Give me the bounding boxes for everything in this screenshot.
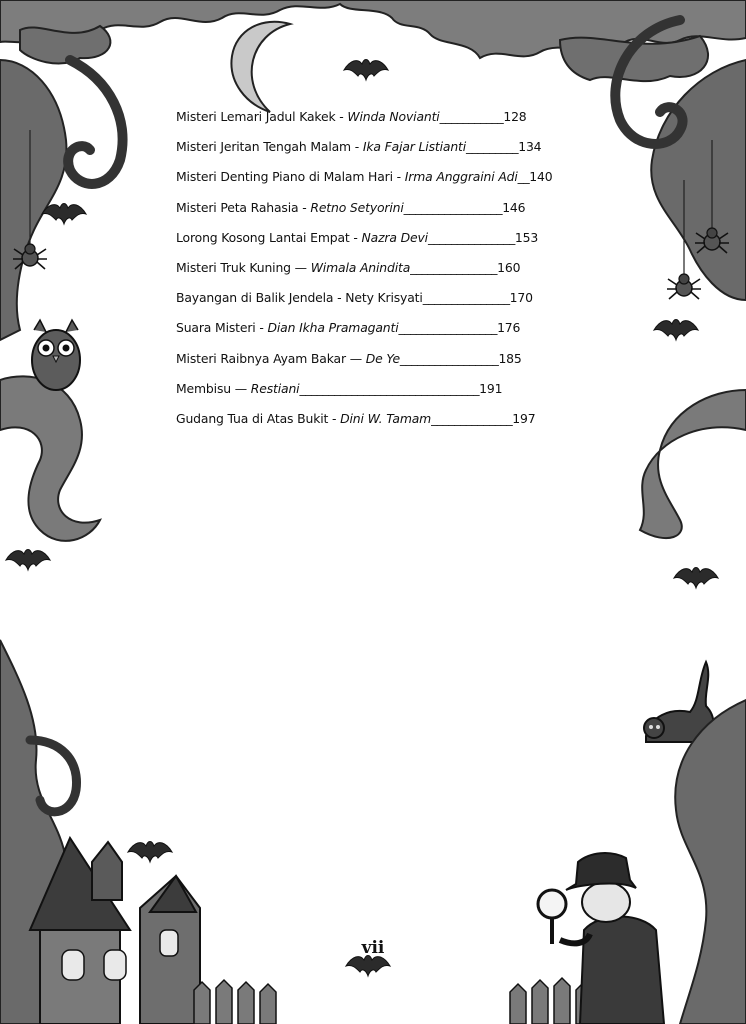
toc-page-number: 160 [497, 259, 521, 275]
toc-author: Dian Ikha Pramaganti [267, 320, 399, 336]
bat-icon [6, 550, 50, 571]
toc-leader: _______________ [422, 290, 510, 306]
toc-page-number: 134 [518, 139, 542, 155]
toc-title: Misteri Denting Piano di Malam Hari - [176, 169, 405, 185]
bat-icon [346, 956, 390, 977]
toc-title: Misteri Peta Rahasia - [176, 199, 311, 215]
toc-author: Ika Fajar Listianti [362, 139, 467, 155]
tree-icon [675, 700, 746, 1024]
toc-leader: ___________ [439, 109, 504, 124]
toc-title: Misteri Jeritan Tengah Malam - [176, 139, 363, 155]
toc-leader: _______________ [427, 229, 515, 245]
toc-entry [176, 406, 576, 436]
toc-title: Gudang Tua di Atas Bukit - [176, 410, 341, 426]
toc-leader: __ [517, 169, 530, 185]
toc-author: Irma Anggraini Adi [404, 169, 518, 185]
toc-entry [176, 134, 576, 164]
toc-title: Membisu — [176, 380, 251, 396]
bat-icon [674, 568, 718, 589]
fence-icon [194, 978, 592, 1024]
toc-author: Restiani [250, 380, 300, 396]
bat-icon [344, 60, 388, 81]
toc-leader: _________________ [403, 199, 503, 215]
table-of-contents [176, 104, 576, 436]
owl-icon [32, 320, 80, 390]
toc-title: Misteri Raibnya Ayam Bakar — [176, 350, 366, 366]
toc-page-number: 140 [529, 169, 553, 185]
toc-entry [176, 346, 576, 376]
toc-page-number: 170 [509, 290, 533, 306]
toc-leader: _______________________________ [299, 380, 480, 396]
toc-leader: _________________ [398, 320, 498, 336]
toc-entry [176, 315, 576, 345]
spider-icon [667, 274, 701, 299]
bat-icon [42, 204, 86, 225]
toc-entry [176, 225, 576, 255]
moon-icon [231, 22, 290, 112]
toc-author: Retno Setyorini [310, 199, 404, 215]
toc-leader: _________ [466, 139, 519, 155]
toc-title: Misteri Truk Kuning — [176, 259, 311, 275]
toc-leader: _______________ [410, 259, 498, 275]
tree-icon [0, 60, 123, 541]
toc-entry [176, 164, 576, 194]
toc-author: Dini W. Tamam [340, 410, 432, 426]
toc-page-number: 176 [497, 320, 521, 336]
toc-leader: _________________ [399, 350, 499, 366]
toc-title: Lorong Kosong Lantai Empat - [176, 229, 362, 245]
bat-icon [128, 842, 172, 863]
toc-author: Winda Novianti [347, 109, 440, 124]
toc-entry [176, 195, 576, 225]
toc-page-number: 185 [498, 350, 522, 366]
toc-page-number: 153 [514, 229, 539, 245]
toc-entry [176, 255, 576, 285]
toc-author: De Ye [365, 350, 400, 366]
toc-entry [176, 104, 576, 134]
toc-leader: ______________ [431, 410, 513, 426]
bat-icon [654, 320, 698, 341]
toc-title: Bayangan di Balik Jendela - Nety Krisyati [176, 290, 423, 306]
toc-page-number: 197 [512, 410, 536, 426]
toc-entry [176, 285, 576, 315]
toc-author: Wimala Anindita [310, 259, 411, 275]
toc-page-number: 191 [479, 380, 503, 396]
toc-author: Nazra Devi [361, 229, 428, 245]
toc-page-number: 146 [502, 199, 526, 215]
page-number: vii [361, 938, 385, 958]
toc-entry [176, 376, 576, 406]
toc-title: Suara Misteri - [176, 320, 268, 336]
toc-page-number: 128 [503, 109, 527, 124]
toc-title: Misteri Lemari Jadul Kakek - [176, 109, 348, 124]
